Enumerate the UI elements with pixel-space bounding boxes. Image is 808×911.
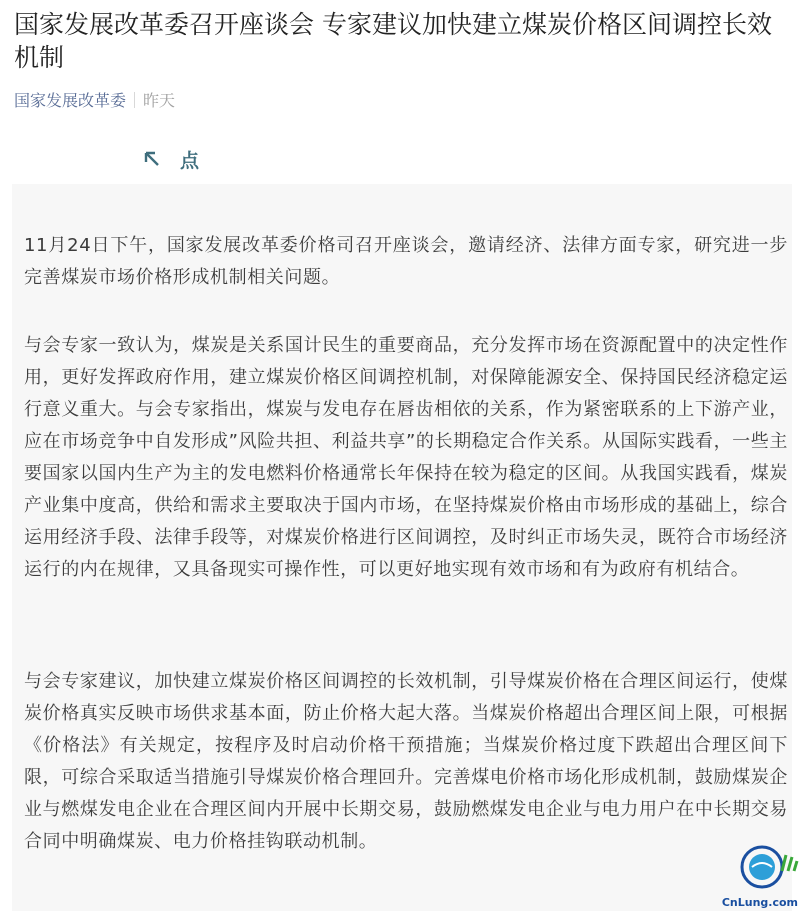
article-meta: [14, 88, 175, 111]
publish-time: 昨天: [143, 91, 176, 110]
meta-divider: [134, 92, 135, 108]
article-title: 国家发展改革委召开座谈会 专家建议加快建立煤炭价格区间调控长效机制: [14, 10, 772, 72]
key-point-label: 点: [180, 150, 200, 172]
paragraph-2: 与会专家一致认为，煤炭是关系国计民生的重要商品，充分发挥市场在资源配置中的决定性作用，更好发挥政府作用，建立煤炭价格区间调控机制，对保障能源安全、保持国民经济稳定运行意义重大。与会专家指出，煤炭与发电存在唇齿相依的关系，作为紧密联系的上下游产业，应在市场竞争中自发形成”风险共担、利益共享”的长期稳定合作关系。从国际实践看，一些主要国家以国内生产为主的发电燃料价格通常长年保持在较为稳定的区间。从我国实践看，煤炭产业集中度高，供给和需求主要取决于国内市场，在坚持煤炭价格由市场形成的基础上，综合运用经济手段、法律手段等，对煤炭价格进行区间调控，及时纠正市场失灵，既符合市场经济运行的内在规律，又具备现实可操作性，可以更好地实现有效市场和有为政府有机结合。: [24, 335, 788, 580]
source-account-link[interactable]: 国家发展改革委: [14, 91, 127, 110]
arrow-up-left-icon: [144, 151, 162, 169]
watermark-text: CnLung.com: [721, 896, 798, 909]
paragraph-1: 11月24日下午，国家发展改革委价格司召开座谈会，邀请经济、法律方面专家，研究进一步完善煤炭市场价格形成机制相关问题。: [24, 235, 788, 288]
key-point-heading: [144, 146, 199, 173]
paragraph-3: 与会专家建议，加快建立煤炭价格区间调控的长效机制，引导煤炭价格在合理区间运行，使煤炭价格真实反映市场供求基本面，防止价格大起大落。当煤炭价格超出合理区间上限，可根据《价格法》有关规定，按程序及时启动价格干预措施；当煤炭价格过度下跌超出合理区间下限，可综合采取适当措施引导煤炭价格合理回升。完善煤电价格市场化形成机制，鼓励煤炭企业与燃煤发电企业在合理区间内开展中长期交易，鼓励燃煤发电企业与电力用户在中长期交易合同中明确煤炭、电力价格挂钩联动机制。: [24, 671, 788, 852]
